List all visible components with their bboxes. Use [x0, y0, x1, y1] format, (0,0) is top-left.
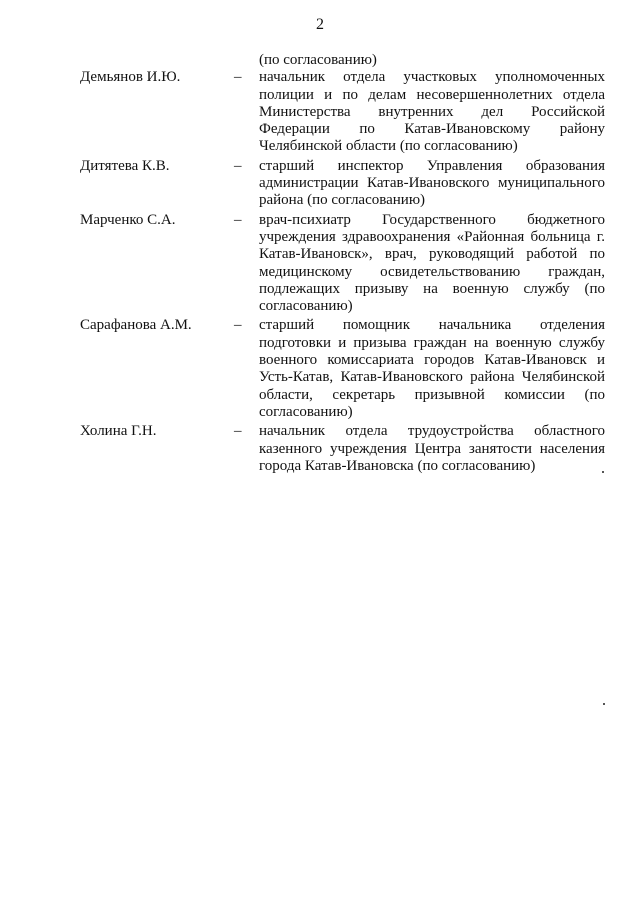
- carryover-entry: [0, 52, 640, 69]
- carryover-text: (по согласованию): [259, 52, 377, 68]
- member-entry: [0, 317, 640, 421]
- member-role: начальник отдела трудоустройства областного казенного учреждения Центра занятости населения города Катав-Ивановска (по согласованию): [259, 423, 605, 474]
- member-dash: –: [234, 157, 242, 174]
- member-dash: –: [234, 423, 242, 440]
- member-role: старший помощник начальника отделения подготовки и призыва граждан на военную службу военного комиссариата городов Катав-Ивановск и Усть-Катав, Катав-Ивановского района Челябинской области, секретарь призывной комиссии (по согласованию): [259, 317, 605, 420]
- member-dash: –: [234, 317, 242, 334]
- member-role: старший инспектор Управления образования администрации Катав-Ивановского муниципального района (по согласованию): [259, 157, 605, 209]
- member-name: Холина Г.Н.: [80, 423, 157, 440]
- member-dash: –: [234, 211, 242, 228]
- member-entry: [0, 69, 640, 155]
- member-name: Дитятева К.В.: [80, 157, 170, 174]
- member-list: [0, 52, 640, 475]
- member-dash: –: [234, 69, 242, 86]
- member-entry: [0, 158, 640, 210]
- scan-speck: [603, 703, 605, 705]
- scan-speck: [602, 471, 604, 473]
- member-entry: [0, 423, 640, 475]
- page-number: 2: [316, 16, 324, 33]
- member-name: Марченко С.А.: [80, 211, 176, 228]
- member-name: Сарафанова А.М.: [80, 317, 192, 334]
- member-entry: [0, 212, 640, 316]
- member-name: Демьянов И.Ю.: [80, 69, 181, 86]
- member-role: начальник отдела участковых уполномоченных полиции и по делам несовершеннолетних отдела Министерства внутренних дел Российской Федерации по Катав-Ивановскому району Челябинской области (по согласованию): [259, 69, 605, 155]
- member-role: врач-психиатр Государственного бюджетного учреждения здравоохранения «Районная больница г. Катав-Ивановск», врач, руководящий работой по медицинскому освидетельствованию граждан, подлежащих призыву на военную службу (по согласованию): [259, 211, 605, 315]
